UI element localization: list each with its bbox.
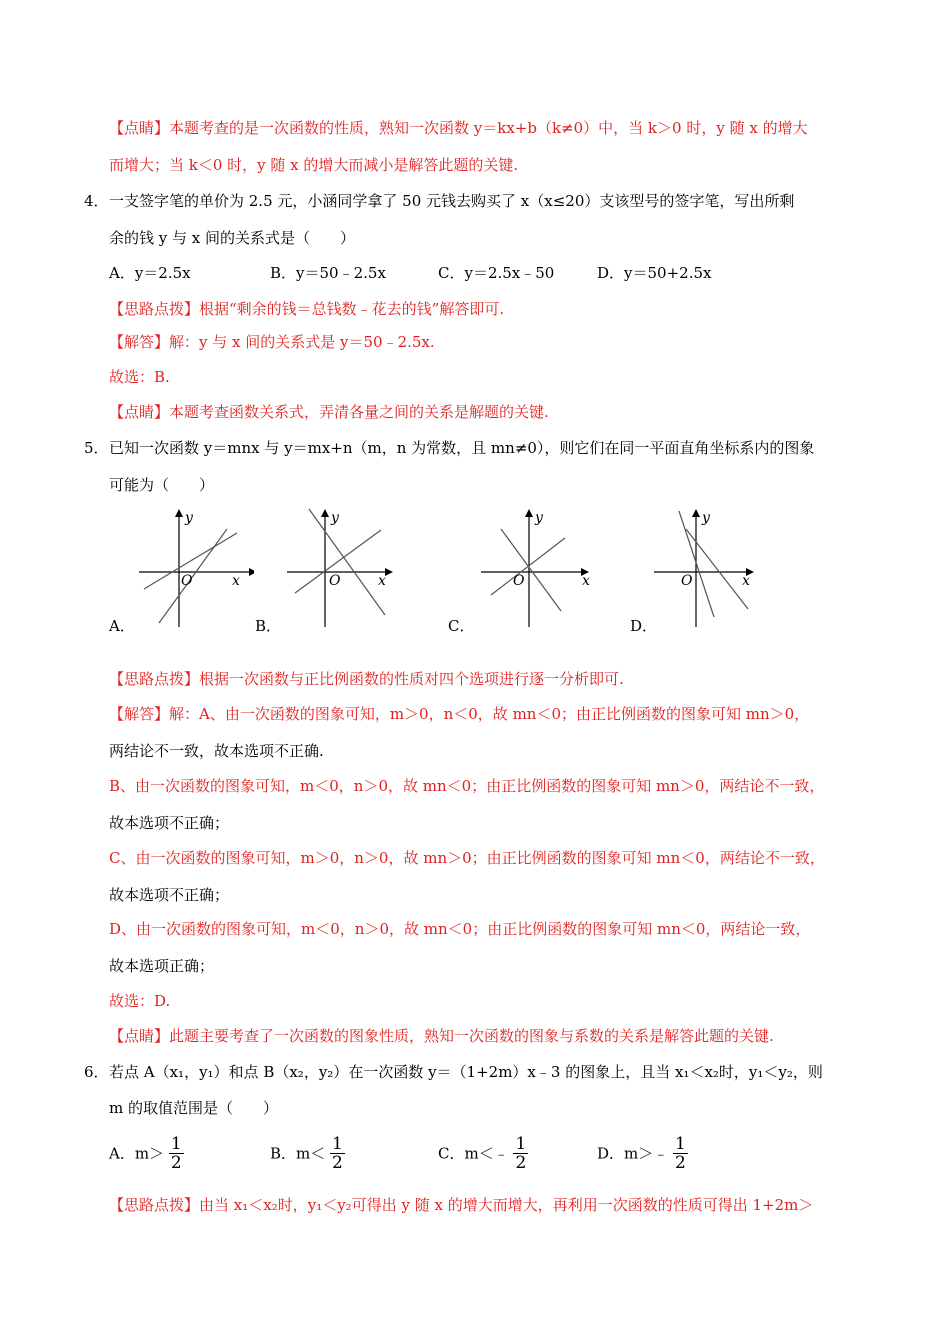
q5-choice: 故选：D. bbox=[109, 992, 171, 1010]
q4-stem-line-2: 余的钱 y 与 x 间的关系式是（ ） bbox=[109, 229, 356, 247]
q5-stem-line-2: 可能为（ ） bbox=[109, 476, 215, 494]
q4-note: 【点睛】本题考查函数关系式，弄清各量之间的关系是解题的关键. bbox=[109, 403, 549, 421]
q6-options bbox=[109, 1135, 890, 1175]
q5-graph-b bbox=[287, 505, 402, 630]
q6-option-b-fraction: $\frac{1}{2}$ bbox=[332, 1134, 343, 1173]
q5-figure-c[interactable] bbox=[448, 505, 601, 635]
q5-d-x-label: x bbox=[742, 573, 750, 589]
q4-choice: 故选：B. bbox=[109, 368, 170, 386]
q6-option-d-prefix: D．m＞﹣ bbox=[597, 1144, 669, 1163]
q5-number: 5． bbox=[84, 439, 109, 457]
q5-figure-d-label: D． bbox=[630, 617, 658, 635]
q5-answer-a-1: 【解答】解：A、由一次函数的图象可知，m＞0，n＜0，故 mn＜0；由正比例函数的图象可知 mn＞0， bbox=[109, 705, 810, 723]
q4-option-c[interactable]: C．y＝2.5x﹣50 bbox=[438, 264, 555, 282]
q6-stem-line-2: m 的取值范围是（ ） bbox=[109, 1099, 278, 1117]
q4-option-d[interactable]: D．y＝50+2.5x bbox=[597, 264, 712, 282]
q5-b-y-label: y bbox=[331, 510, 339, 526]
q5-note: 【点睛】此题主要考查了一次函数的图象性质，熟知一次函数的图象与系数的关系是解答此题的关键. bbox=[109, 1027, 774, 1045]
q6-option-a-prefix: A．m＞ bbox=[109, 1144, 165, 1163]
q5-answer-d-1: D、由一次函数的图象可知，m＜0，n＞0，故 mn＜0；由正比例函数的图象可知 mn＜0，两结论一致， bbox=[109, 920, 811, 938]
q5-figure-b-label: B． bbox=[255, 617, 282, 635]
q5-hint: 【思路点拨】根据一次函数与正比例函数的性质对四个选项进行逐一分析即可. bbox=[109, 670, 624, 688]
q5-b-origin-label: O bbox=[329, 573, 341, 589]
q5-figure-a-label: A． bbox=[109, 617, 135, 635]
q5-figure-a[interactable] bbox=[109, 505, 254, 635]
intro-note-line-2: 而增大；当 k＜0 时，y 随 x 的增大而减小是解答此题的关键. bbox=[109, 156, 519, 174]
q6-option-b[interactable] bbox=[270, 1135, 345, 1172]
q6-option-c-prefix: C．m＜﹣ bbox=[438, 1144, 509, 1163]
q5-c-y-label: y bbox=[535, 510, 543, 526]
q6-option-a[interactable] bbox=[109, 1135, 184, 1172]
q5-figure-b[interactable] bbox=[255, 505, 402, 635]
q5-graph-d bbox=[654, 505, 769, 630]
q6-hint: 【思路点拨】由当 x₁＜x₂时，y₁＜y₂可得出 y 随 x 的增大而增大，再利用一次函数的性质可得出 1+2m＞ bbox=[109, 1196, 814, 1214]
intro-note-line-1: 【点睛】本题考查的是一次函数的性质，熟知一次函数 y＝kx+b（k≠0）中，当 k＞0 时，y 随 x 的增大 bbox=[109, 119, 808, 137]
q4-option-b[interactable]: B．y＝50﹣2.5x bbox=[270, 264, 386, 282]
q6-option-a-fraction: $\frac{1}{2}$ bbox=[170, 1134, 182, 1173]
q5-a-x-label: x bbox=[232, 573, 240, 589]
q5-d-origin-label: O bbox=[681, 573, 693, 589]
q5-answer-a-2: 两结论不一致，故本选项不正确. bbox=[109, 742, 324, 760]
q5-a-origin-label: O bbox=[181, 573, 193, 589]
q5-c-origin-label: O bbox=[513, 573, 525, 589]
q5-figure-d[interactable] bbox=[630, 505, 769, 635]
q6-stem-line-1: 若点 A（x₁，y₁）和点 B（x₂，y₂）在一次函数 y＝（1+2m）x﹣3 的图象上，且当 x₁＜x₂时，y₁＜y₂，则 bbox=[109, 1063, 823, 1081]
q4-option-a[interactable]: A．y＝2.5x bbox=[109, 264, 191, 282]
q6-option-c[interactable] bbox=[438, 1135, 528, 1172]
q5-b-x-label: x bbox=[378, 573, 386, 589]
q4-answer: 【解答】解：y 与 x 间的关系式是 y＝50﹣2.5x. bbox=[109, 333, 435, 351]
q5-graph-c bbox=[481, 505, 601, 630]
q6-number: 6． bbox=[84, 1063, 109, 1081]
q6-option-d[interactable] bbox=[597, 1135, 688, 1172]
q4-stem-line-1: 一支签字笔的单价为 2.5 元，小涵同学拿了 50 元钱去购买了 x（x≤20）支该型号的签字笔，写出所剩 bbox=[109, 192, 795, 210]
q5-c-x-label: x bbox=[582, 573, 590, 589]
q5-answer-c-1: C、由一次函数的图象可知，m＞0，n＞0，故 mn＞0；由正比例函数的图象可知 mn＜0，两结论不一致， bbox=[109, 849, 825, 867]
q6-option-d-fraction: $\frac{1}{2}$ bbox=[675, 1134, 686, 1173]
q4-number: 4． bbox=[84, 192, 109, 210]
q6-option-b-prefix: B．m＜ bbox=[270, 1144, 326, 1163]
q5-stem-line-1: 已知一次函数 y＝mnx 与 y＝mx+n（m，n 为常数，且 mn≠0），则它们在同一平面直角坐标系内的图象 bbox=[109, 439, 815, 457]
q4-hint: 【思路点拨】根据“剩余的钱＝总钱数﹣花去的钱”解答即可. bbox=[109, 300, 505, 318]
q5-answer-c-2: 故本选项不正确； bbox=[109, 886, 230, 904]
q5-answer-b-2: 故本选项不正确； bbox=[109, 814, 230, 832]
q5-answer-d-2: 故本选项正确； bbox=[109, 957, 215, 975]
q5-d-y-label: y bbox=[702, 510, 710, 526]
q4-options bbox=[109, 262, 890, 284]
q5-figure-c-label: C． bbox=[448, 617, 475, 635]
q5-figures bbox=[109, 505, 789, 635]
q5-answer-b-1: B、由一次函数的图象可知，m＜0，n＞0，故 mn＜0；由正比例函数的图象可知 mn＞0，两结论不一致， bbox=[109, 777, 825, 795]
q5-a-y-label: y bbox=[185, 510, 193, 526]
q5-graph-a bbox=[139, 505, 254, 630]
q6-option-c-fraction: $\frac{1}{2}$ bbox=[515, 1134, 527, 1173]
